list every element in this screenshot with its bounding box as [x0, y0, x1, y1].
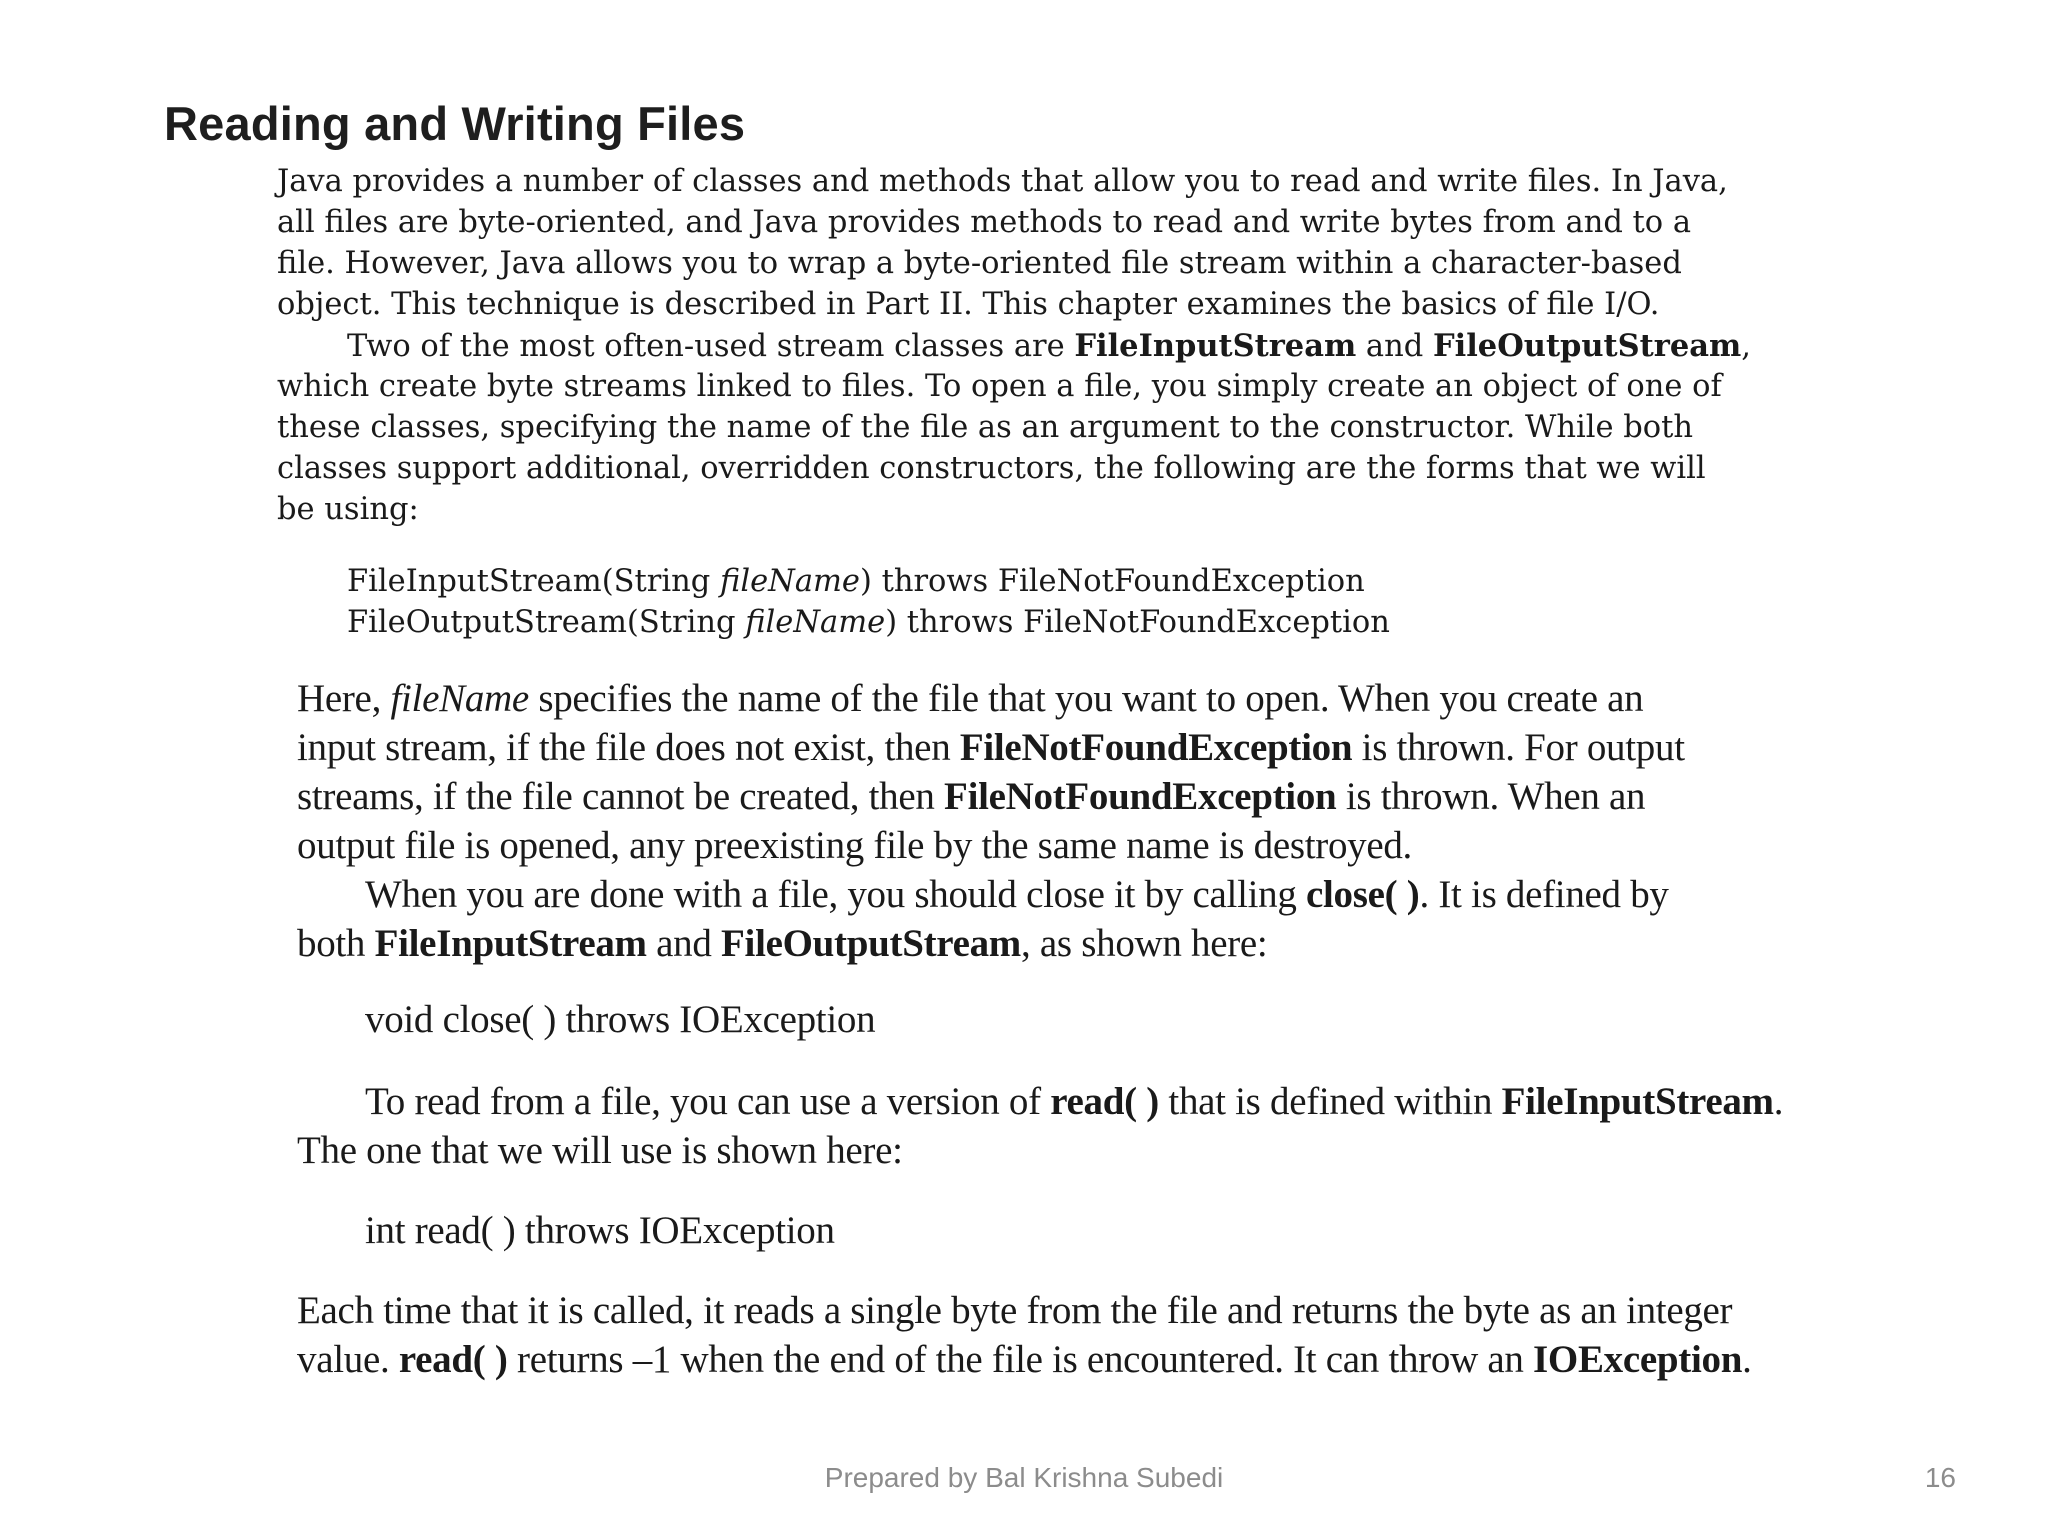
- text-span: value.: [297, 1338, 399, 1381]
- streams-line: classes support additional, overridden constructors, the following are the forms that we will: [277, 451, 1706, 486]
- text-span: specifies the name of the file that you want to open. When you create an: [528, 677, 1644, 720]
- method-name: read( ): [1050, 1080, 1159, 1123]
- intro-line: all files are byte-oriented, and Java provides methods to read and write bytes from and to a: [277, 205, 1692, 240]
- intro-line: Java provides a number of classes and methods that allow you to read and write files. In Java,: [277, 164, 1728, 199]
- param-name: fileName: [745, 605, 886, 640]
- exception-name: FileNotFoundException: [959, 726, 1353, 769]
- text-span: is thrown. For output: [1352, 726, 1685, 769]
- exception-name: IOException: [1533, 1338, 1743, 1381]
- read-line: The one that we will use is shown here:: [297, 1129, 903, 1172]
- text-span: To read from a file, you can use a version of: [365, 1080, 1051, 1123]
- exception-name: FileNotFoundException: [944, 775, 1337, 818]
- text-span: ) throws FileNotFoundException: [885, 605, 1390, 640]
- class-name-fileinputstream: FileInputStream: [1501, 1080, 1774, 1123]
- param-name: fileName: [719, 564, 860, 599]
- read-signature: int read( ) throws IOException: [365, 1209, 835, 1252]
- text-span: returns –1 when the end of the file is encountered. It can throw an: [507, 1338, 1534, 1381]
- constructor-signatures: [347, 564, 1947, 654]
- method-name: close( ): [1306, 873, 1420, 916]
- close-signature: void close( ) throws IOException: [365, 998, 876, 1041]
- text-span: , as shown here:: [1021, 922, 1268, 965]
- close-line: [297, 921, 1267, 966]
- text-span: that is defined within: [1158, 1080, 1502, 1123]
- intro-line: object. This technique is described in Part II. This chapter examines the basics of file I/O.: [277, 287, 1660, 322]
- text-span: .: [1773, 1080, 1784, 1123]
- text-span: . It is defined by: [1419, 873, 1669, 916]
- intro-section: [277, 164, 1977, 544]
- text-span: and: [646, 922, 722, 965]
- param-name: fileName: [390, 677, 529, 720]
- filename-line: [297, 725, 1685, 770]
- text-span: Two of the most often-used stream classes are: [347, 329, 1075, 364]
- streams-line: which create byte streams linked to files. To open a file, you simply create an object of one of: [277, 369, 1722, 404]
- each-line: Each time that it is called, it reads a single byte from the file and returns the byte as an integer: [297, 1289, 1733, 1332]
- class-name-fileoutputstream: FileOutputStream: [721, 922, 1021, 965]
- text-span: Here,: [297, 677, 391, 720]
- constructor-line: [347, 564, 1365, 599]
- page-title: Reading and Writing Files: [164, 97, 746, 150]
- streams-line: these classes, specifying the name of the file as an argument to the constructor. While both: [277, 410, 1694, 445]
- read-line: [365, 1079, 1783, 1124]
- streams-line: [347, 328, 1751, 364]
- filename-line: [297, 774, 1645, 819]
- text-span: and: [1356, 329, 1433, 364]
- text-span: streams, if the file cannot be created, then: [297, 775, 945, 818]
- text-span: .: [1742, 1338, 1752, 1381]
- each-line: [297, 1337, 1752, 1382]
- text-span: ,: [1741, 329, 1751, 364]
- streams-line: be using:: [277, 492, 419, 527]
- footer-credit: Prepared by Bal Krishna Subedi: [824, 1462, 1224, 1493]
- method-name: read( ): [398, 1338, 508, 1381]
- text-span: both: [297, 922, 375, 965]
- filename-section: [297, 676, 1997, 1396]
- filename-line: [297, 676, 1643, 721]
- page-number: 16: [1924, 1462, 1956, 1493]
- text-span: FileInputStream(String: [347, 564, 720, 599]
- close-line: [365, 872, 1669, 917]
- filename-line: output file is opened, any preexisting file by the same name is destroyed.: [297, 824, 1413, 867]
- text-span: When you are done with a file, you should close it by calling: [365, 873, 1306, 916]
- text-span: FileOutputStream(String: [347, 605, 746, 640]
- intro-line: file. However, Java allows you to wrap a byte-oriented file stream within a character-based: [277, 246, 1682, 281]
- class-name-fileinputstream: FileInputStream: [1074, 328, 1357, 364]
- text-span: is thrown. When an: [1336, 775, 1646, 818]
- class-name-fileoutputstream: FileOutputStream: [1432, 328, 1742, 364]
- text-span: input stream, if the file does not exist, then: [297, 726, 960, 769]
- constructor-line: [347, 605, 1390, 640]
- text-span: ) throws FileNotFoundException: [859, 564, 1365, 599]
- class-name-fileinputstream: FileInputStream: [374, 922, 647, 965]
